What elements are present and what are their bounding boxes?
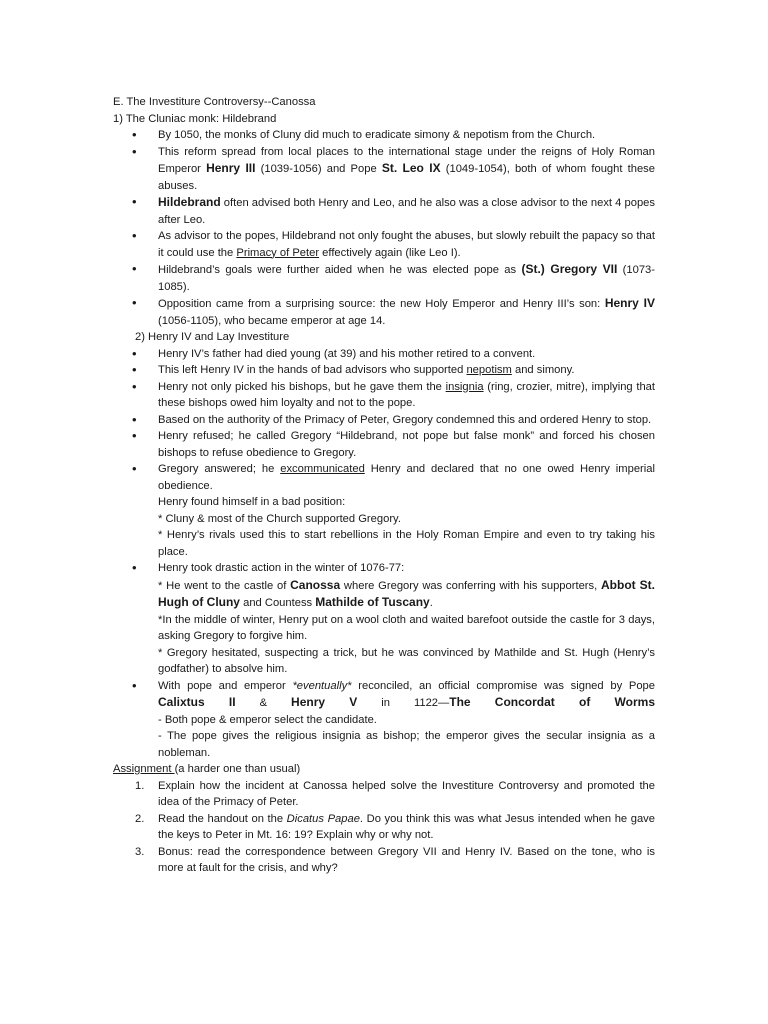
assignment-item: 1. Explain how the incident at Canossa helped solve the Investiture Controversy and promoted the idea of the Primacy of Peter. bbox=[135, 779, 655, 808]
assignment-item: 3. Bonus: read the correspondence between Gregory VII and Henry IV. Based on the tone, who is more at fault for the crisis, and why? bbox=[135, 845, 655, 874]
list-item: • Henry IV’s father had died young (at 39) and his mother retired to a convent. bbox=[113, 346, 655, 363]
assignment-list bbox=[113, 778, 655, 877]
document-heading: E. The Investiture Controversy--Canossa bbox=[113, 96, 316, 108]
list-item: • Hildebrand’s goals were further aided when he was elected pope as (St.) Gregory VII (1073-1085). bbox=[113, 261, 655, 295]
document-body bbox=[113, 94, 655, 877]
list-item: • By 1050, the monks of Cluny did much to eradicate simony & nepotism from the Church. bbox=[113, 127, 655, 144]
section-1-list bbox=[113, 127, 655, 329]
list-item: • Henry not only picked his bishops, but he gave them the insignia (ring, crozier, mitre), implying that these bishops owed him loyalty and not to the pope. bbox=[113, 379, 655, 412]
section-1-title: 1) The Cluniac monk: Hildebrand bbox=[113, 112, 277, 125]
assignment-item: 2. Read the handout on the Dicatus Papae. Do you think this was what Jesus intended when he gave the keys to Peter in Mt. 16: 19? Explain why or why not. bbox=[135, 812, 655, 841]
list-item: • This reform spread from local places to the international stage under the reigns of Holy Roman Emperor Henry III (1039-1056) and Pope St. Leo IX (1049-1054), both of whom fought these abuses. bbox=[113, 144, 655, 195]
list-item: • Hildebrand often advised both Henry and Leo, and he also was a close advisor to the next 4 popes after Leo. bbox=[113, 194, 655, 228]
section-2-list bbox=[113, 346, 655, 762]
list-item: • Gregory answered; he excommunicated Henry and declared that no one owed Henry imperial obedience. bbox=[113, 461, 655, 494]
list-item: • With pope and emperor *eventually* reconciled, an official compromise was signed by Pope Calixtus II & Henry V in 1122—The Concordat of Worms - Both pope & emperor select the candidate. - The pope gives the religious insignia as bishop; the emperor gives the secular insignia as a nobleman. bbox=[113, 678, 655, 762]
list-item: • This left Henry IV in the hands of bad advisors who supported nepotism and simony. bbox=[113, 362, 655, 379]
list-paragraph: Henry found himself in a bad position: * Cluny & most of the Church supported Gregory. * Henry’s rivals used this to start rebellions in the Holy Roman Empire and even to try taking his place. bbox=[158, 496, 655, 558]
list-item: • Opposition came from a surprising source: the new Holy Emperor and Henry III’s son: Henry IV (1056-1105), who became emperor at age 14. bbox=[113, 295, 655, 329]
section-2-title: 2) Henry IV and Lay Investiture bbox=[135, 331, 290, 343]
list-item: • As advisor to the popes, Hildebrand not only fought the abuses, but slowly rebuilt the papacy so that it could use the Primacy of Peter effectively again (like Leo I). bbox=[113, 228, 655, 261]
list-item: • Henry refused; he called Gregory “Hildebrand, not pope but false monk” and forced his chosen bishops to refuse obedience to Gregory. bbox=[113, 428, 655, 461]
list-item: • Henry took drastic action in the winter of 1076-77: * He went to the castle of Canossa where Gregory was conferring with his supporters, Abbot St. Hugh of Cluny and Countess Mathilde of Tuscany. *In the middle of winter, Henry put on a wool cloth and waited barefoot outside the castle for 3 days, asking Gregory to forgive him. * Gregory hesitated, suspecting a trick, but he was convinced by Mathilde and St. Hugh (Henry’s godfather) to absolve him. bbox=[113, 560, 655, 678]
list-item: • Based on the authority of the Primacy of Peter, Gregory condemned this and ordered Henry to stop. bbox=[113, 412, 655, 429]
assignment-heading: Assignment (a harder one than usual) bbox=[113, 763, 301, 775]
